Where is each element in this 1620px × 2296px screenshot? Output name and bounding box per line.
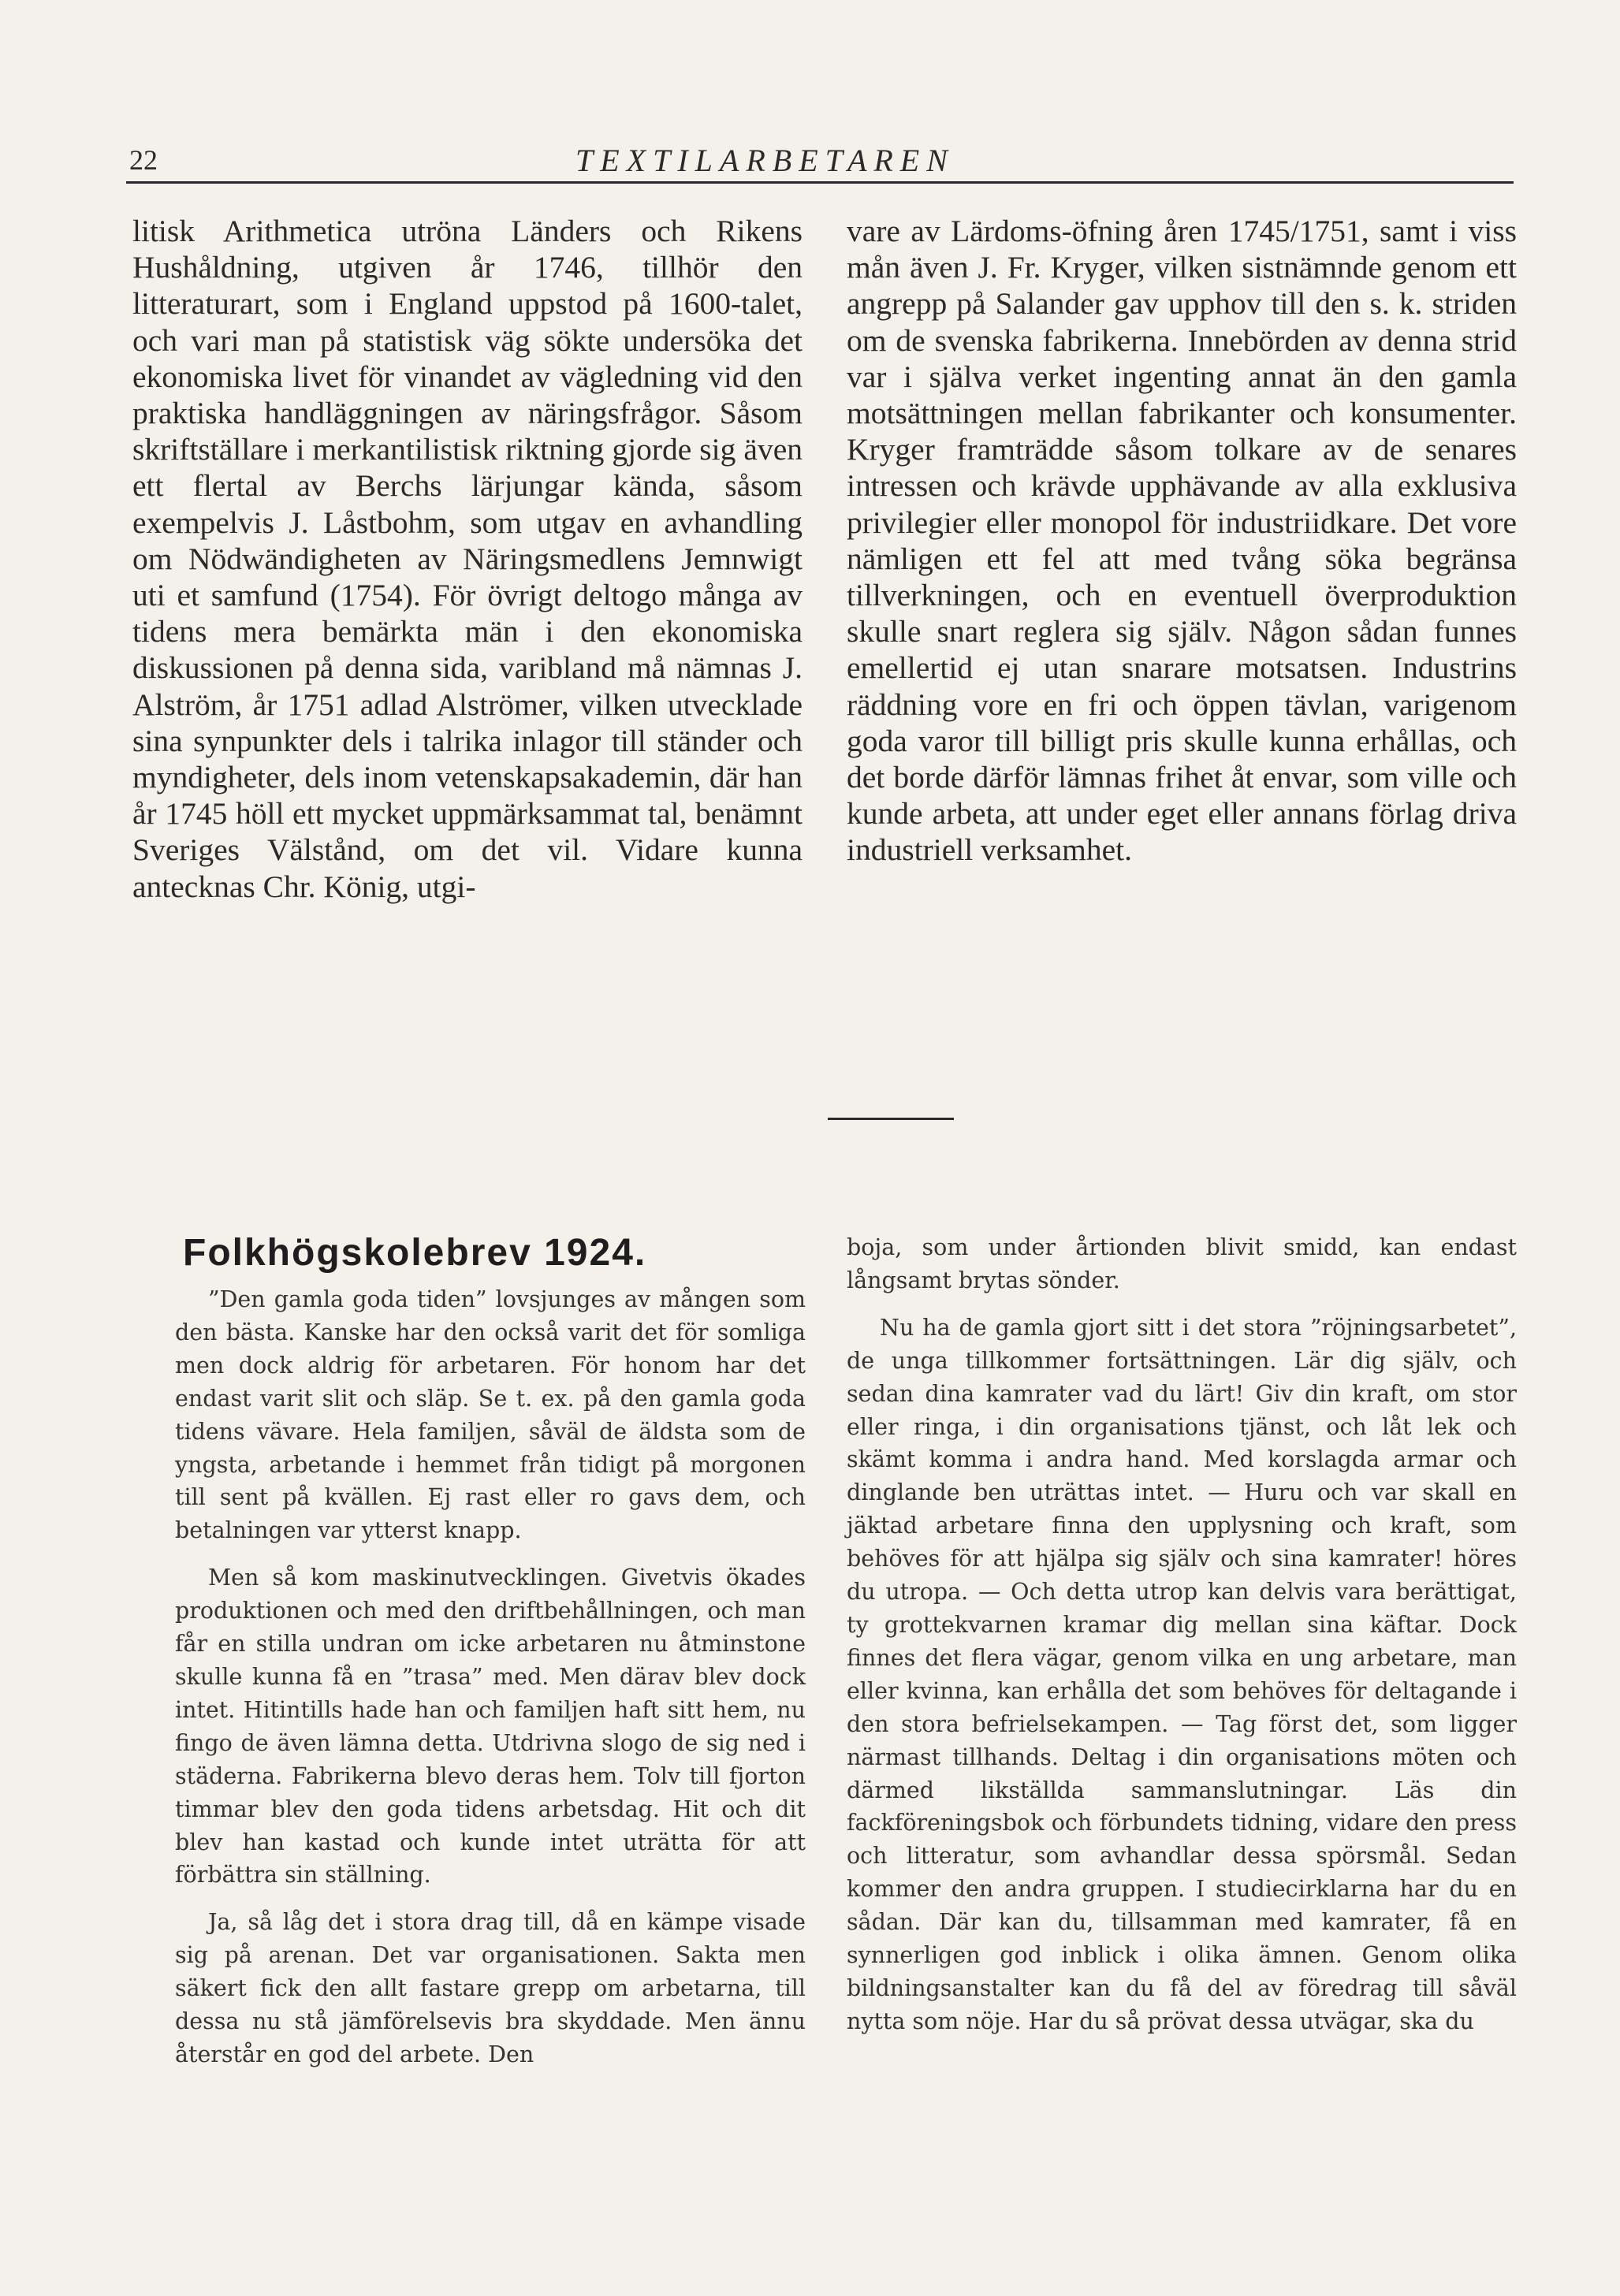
header-rule <box>126 181 1514 184</box>
journal-title: TEXTILARBETAREN <box>575 143 955 178</box>
upper-article-right-text: vare av Lärdoms-öfning åren 1745/1751, samt i viss mån även J. Fr. Kryger, vilken sistnämnde genom ett angrepp på Salander gav upphov till den s. k. striden om de svenska fabrikerna. Innebörden av denna strid var i själva verket ingenting annat än den gamla motsättningen mellan fabrikanter och konsumenter. Kryger framträdde såsom tolkare av de senares intressen och krävde upphävande av alla exklusiva privilegier eller monopol för industriidkare. Det vore nämligen ett fel att med tvång söka begränsa tillverkningen, och en eventuell överproduktion skulle snart reglera sig själv. Någon sådan funnes emellertid ej utan snarare motsatsen. Industrins räddning vore en fri och öppen tävlan, varigenom goda varor till billigt pris skulle kunna erhållas, och det borde därför lämnas frihet åt envar, som ville och kunde arbeta, att under eget eller annans förlag driva industriell verksamhet. <box>847 214 1517 868</box>
page-header <box>126 136 1514 186</box>
lower-article-right-column <box>847 1231 1517 2038</box>
paragraph: Ja, så låg det i stora drag till, då en kämpe visade sig på arenan. Det var organisationen. Sakta men säkert fick den allt fastare grepp om arbetarna, till dessa nu stå jämförelsevis bra skyddade. Men ännu återstår en god del arbete. Den <box>175 1909 806 2067</box>
upper-article-left-column <box>132 213 803 905</box>
paragraph: boja, som under årtionden blivit smidd, kan endast långsamt brytas sönder. <box>847 1234 1517 1293</box>
page-number: 22 <box>129 144 158 176</box>
paragraph: ”Den gamla goda tiden” lovsjunges av mången som den bästa. Kanske har den också varit det för somliga men dock aldrig för arbetaren. För honom har det endast varit slit och släp. Se t. ex. på den gamla goda tidens vävare. Hela familjen, såväl de äldsta som de yngsta, arbetande i hemmet från tidigt på morgonen till sent på kvällen. Ej rast eller ro gavs dem, och betalningen var ytterst knapp. <box>175 1286 806 1544</box>
article-title: Folkhögskolebrev 1924. <box>183 1232 647 1274</box>
paragraph: Men så kom maskinutvecklingen. Givetvis ökades produktionen och med den driftbehållningen, och man får en stilla undran om icke arbetaren nu åtminstone skulle kunna få en ”trasa” med. Men därav blev dock intet. Hitintills hade han och familjen haft sitt hem, nu fingo de även lämna detta. Utdrivna slogo de sig ned i städerna. Fabrikerna blevo deras hem. Tolv till fjorton timmar blev den goda tidens arbetsdag. Hit och dit blev han kastad och kunde intet uträtta för att förbättra sin ställning. <box>175 1565 806 1889</box>
paragraph: Nu ha de gamla gjort sitt i det stora ”röjningsarbetet”, de unga tillkommer fortsättningen. Lär dig själv, och sedan dina kamrater vad du lärt! Giv din kraft, om stor eller ringa, i din organisations tjänst, och låt lek och skämt komma i andra hand. Med korslagda armar och dinglande ben uträttas intet. — Huru och var skall en jäktad arbetare finna den upplysning och kraft, som behöves för att hjälpa sig själv och sina kamrater! höres du utropa. — Och detta utrop kan delvis vara berättigat, ty grottekvarnen kramar dig mellan sina käftar. Dock finnes det flera vägar, genom vilka en ung arbetare, man eller kvinna, kan erhålla det som behöves för deltagande i den stora befrielsekampen. — Tag först det, som ligger närmast tillhands. Deltag i din organisations möten och därmed likställda sammanslutningar. Läs din fackföreningsbok och förbundets tidning, vidare den press och litteratur, som avhandlar dessa spörsmål. Sedan kommer den andra gruppen. I studiecirklarna har du en sådan. Där kan du, tillsamman med kamrater, få en synnerligen god inblick i olika ämnen. Genom olika bildningsanstalter kan du få del av föredrag till såväl nytta som nöje. Har du så prövat dessa utvägar, ska du <box>847 1314 1517 2034</box>
lower-article-left-column <box>175 1283 806 2071</box>
article-divider <box>828 1118 954 1120</box>
upper-article-right-column <box>847 213 1517 869</box>
upper-article-left-text: litisk Arithmetica utröna Länders och Rikens Hushåldning, utgiven år 1746, tillhör den litteraturart, som i England uppstod på 1600-talet, och vari man på statistisk väg sökte undersöka det ekonomiska livet för vinandet av vägledning vid den praktiska handläggningen av näringsfrågor. Såsom skriftställare i merkantilistisk riktning gjorde sig även ett flertal av Berchs lärjungar kända, såsom exempelvis J. Låstbohm, som utgav en avhandling om Nödwändigheten av Näringsmedlens Jemnwigt uti et samfund (1754). För övrigt deltogo många av tidens mera bemärkta män i den ekonomiska diskussionen på denna sida, varibland må nämnas J. Alström, år 1751 adlad Alströmer, vilken utvecklade sina synpunkter dels i talrika inlagor till ständer och myndigheter, dels inom vetenskapsakademin, där han år 1745 höll ett mycket uppmärksammat tal, benämnt Sveriges Välstånd, om det vil. Vidare kunna antecknas Chr. König, utgi- <box>132 214 803 904</box>
